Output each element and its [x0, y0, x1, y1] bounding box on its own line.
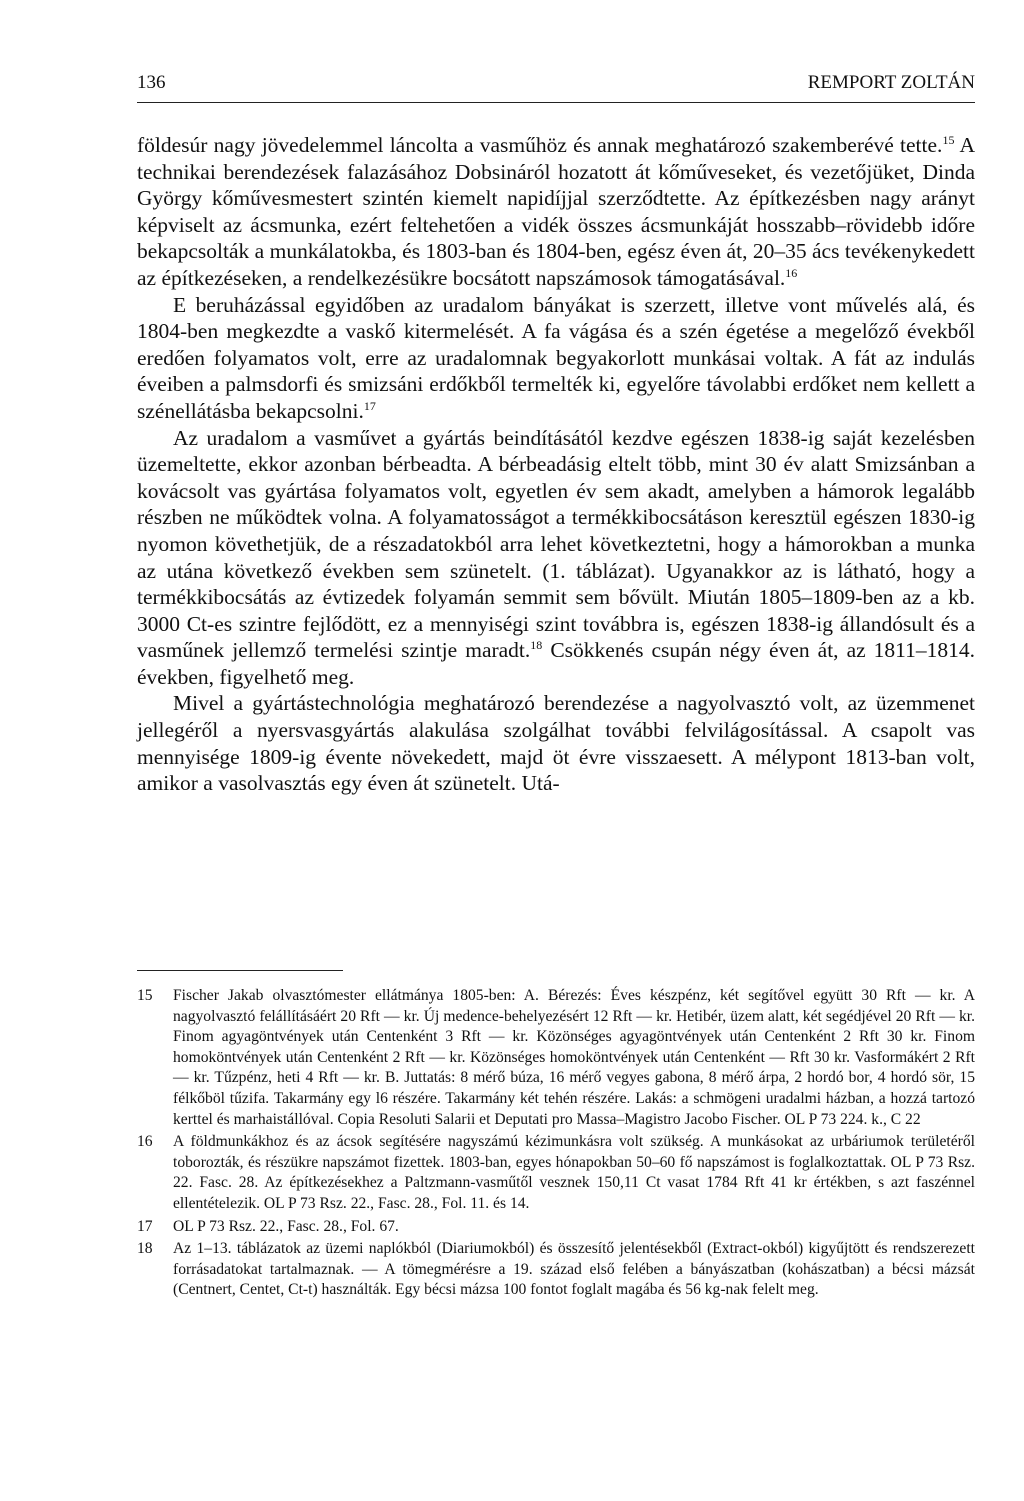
footnote-15 — [137, 986, 975, 1130]
footnote-ref-15[interactable]: 15 — [942, 133, 955, 147]
footnote-number: 15 — [137, 987, 153, 1004]
footnote-text: A földmunkákhoz és az ácsok segítésére nagyszámú kézimunkásra volt szükség. A munkásokat az urbáriumok területéről toborozták, és részükre napszámot fizettek. 1803-ban, egyes hónapokban 50–60 fő napszámost is foglalkoztattak. OL P 73 Rsz. 22. Fasc. 28. Az építkezésekhez a Paltzmann-vasműtől vesznek 150,11 Ct vasat 1784 Rft 41 kr értékben, s azt faszénnel ellentételezik. OL P 73 Rsz. 22., Fasc. 28., Fol. 11. és 14. — [173, 1133, 975, 1212]
body-text — [137, 132, 975, 797]
footnote-number: 18 — [137, 1240, 153, 1258]
page-number: 136 — [137, 72, 166, 93]
running-header — [137, 72, 975, 98]
paragraph-3: Az uradalom a vasművet a gyártás beindításától kezdve egészen 1838-ig saját kezelésben üzemeltette, ekkor azonban bérbeadta. A bérbeadásig eltelt több, mint 30 év alatt Smizsánban a kovácsolt vas gyártása folyamatos volt, egyetlen év sem akadt, amelyben a hámorok legalább részben ne működtek volna. A folyamatosságot a termékkibocsátáson keresztül egészen 1830-ig nyomon követhetjük, de a részadatokból arra lehet következtetni, hogy a hámorokban a munka az utána következő években sem szünetelt. (1. táblázat). Ugyanakkor az is látható, hogy a termékkibocsátás az évtizedek folyamán semmit sem bővült. Miután 1805–1809-ben az a kb. 3000 Ct-es szintre fejlődött, ez a mennyiségi szint továbbra is, egészen 1838-ig állandósult és a vasműnek jellemző termelési szintje maradt.$^{18}$ Csökkenés csupán négy éven át, az 1811–1814. években, figyelhető meg. — [137, 425, 976, 689]
footnote-ref-18[interactable]: 18 — [530, 638, 543, 653]
paragraph-4: Mivel a gyártástechnológia meghatározó berendezése a nagyolvasztó volt, az üzemmenet jellegéről a nyersvasgyártás alakulása szolgálhat további felvilágosítással. A csapolt vas mennyisége 1809-ig évente növekedett, majd öt évre visszaesett. A mélypont 1813-ban volt, amikor a vasolvasztás egy éven át szünetelt. Utá- — [137, 691, 975, 796]
footnotes — [137, 986, 975, 1303]
footnote-16 — [137, 1132, 975, 1214]
footnote-17 — [137, 1217, 975, 1238]
footnote-text: OL P 73 Rsz. 22., Fasc. 28., Fol. 67. — [173, 1217, 399, 1235]
page — [137, 0, 975, 1501]
header-rule — [137, 102, 975, 103]
footnote-number: 16 — [137, 1133, 153, 1151]
paragraph-1: földesúr nagy jövedelemmel láncolta a vasműhöz és annak meghatározó szakemberévé tette.$^{15}$ A technikai berendezések falazásához Dobsináról hozatott át kőműveseket, és vezetőjüket, Dinda György kőművesmestert szintén kiemelt napidíjjal szerződtette. Az építkezésben nagy arányt képviselt az ácsmunka, ezért feltehetően a vidék összes ácsmunkáját hosszabb–rövidebb időre bekapcsolták a munkálatokba, és 1803-ban és 1804-ben, egész éven át, 20–35 ács tevékenykedett az építkezéseken, a rendelkezésükre bocsátott napszámosok támogatásával.$^{16}$ — [137, 133, 975, 290]
footnote-ref-17[interactable]: 17 — [363, 398, 376, 413]
footnote-ref-16[interactable]: 16 — [785, 265, 798, 280]
footnote-text: Fischer Jakab olvasztómester ellátmánya 1805-ben: A. Bérezés: Éves készpénz, két segítővel együtt 30 Rft — kr. A nagyolvasztó felállításáért 20 Rft — kr. Új medence-behelyezésért 12 Rft — kr. Hetibér, üzem alatt, két segédjével 20 Rft — kr. Finom agyagöntvények után Centenként 3 Rft — kr. Közönséges agyagöntvények után Centenként 2 Rft 30 kr. Finom homoköntvények után Centenként 2 Rft — kr. Közönséges homoköntvények után Centenként — Rft 30 kr. Vasformákért 2 Rft — kr. Tűzpénz, heti 4 Rft — kr. B. Juttatás: 8 mérő búza, 16 mérő vegyes gabona, 8 mérő árpa, 2 hordó bor, 4 hordó sör, 15 félkőböl tűzifa. Takarmány egy l6 részére. Takarmány két tehén részére. Lakás: a schmögeni uradalmi házban, a hozzá tartozó kerttel és marhaistállóval. Copia Resoluti Salarii et Deputati pro Massa–Magistro Jacobo Fischer. OL P 73 224. k., C 22 — [173, 987, 975, 1128]
running-title: REMPORT ZOLTÁN — [807, 72, 975, 93]
footnote-text: Az 1–13. táblázatok az üzemi naplókból (Diariumokból) és összesítő jelentésekből (Extract-okból) kigyűjtött és rendszerezett forrásadatokat tartalmaznak. — A tömegmérésre a 19. század első felében a bányászatban (kohászatban) a bécsi mázsát (Centnert, Centet, Ct-t) használták. Egy bécsi mázsa 100 fontot foglalt magába és 56 kg-nak felelt meg. — [173, 1240, 975, 1299]
footnote-number: 17 — [137, 1217, 153, 1235]
footnote-18 — [137, 1239, 975, 1301]
paragraph-2: E beruházással egyidőben az uradalom bányákat is szerzett, illetve vont művelés alá, és 1804-ben megkezdte a vaskő kitermelését. A fa vágása és a szén égetése a megelőző évekből eredően folyamatos volt, erre az uradalomnak begyakorlott munkásai voltak. A fát az indulás éveiben a palmsdorfi és smizsáni erdőkből termelték ki, egyelőre távolabbi erdőket nem kellett a szénellátásba bekapcsolni.$^{17}$ — [137, 292, 975, 423]
footnote-rule — [137, 970, 343, 971]
